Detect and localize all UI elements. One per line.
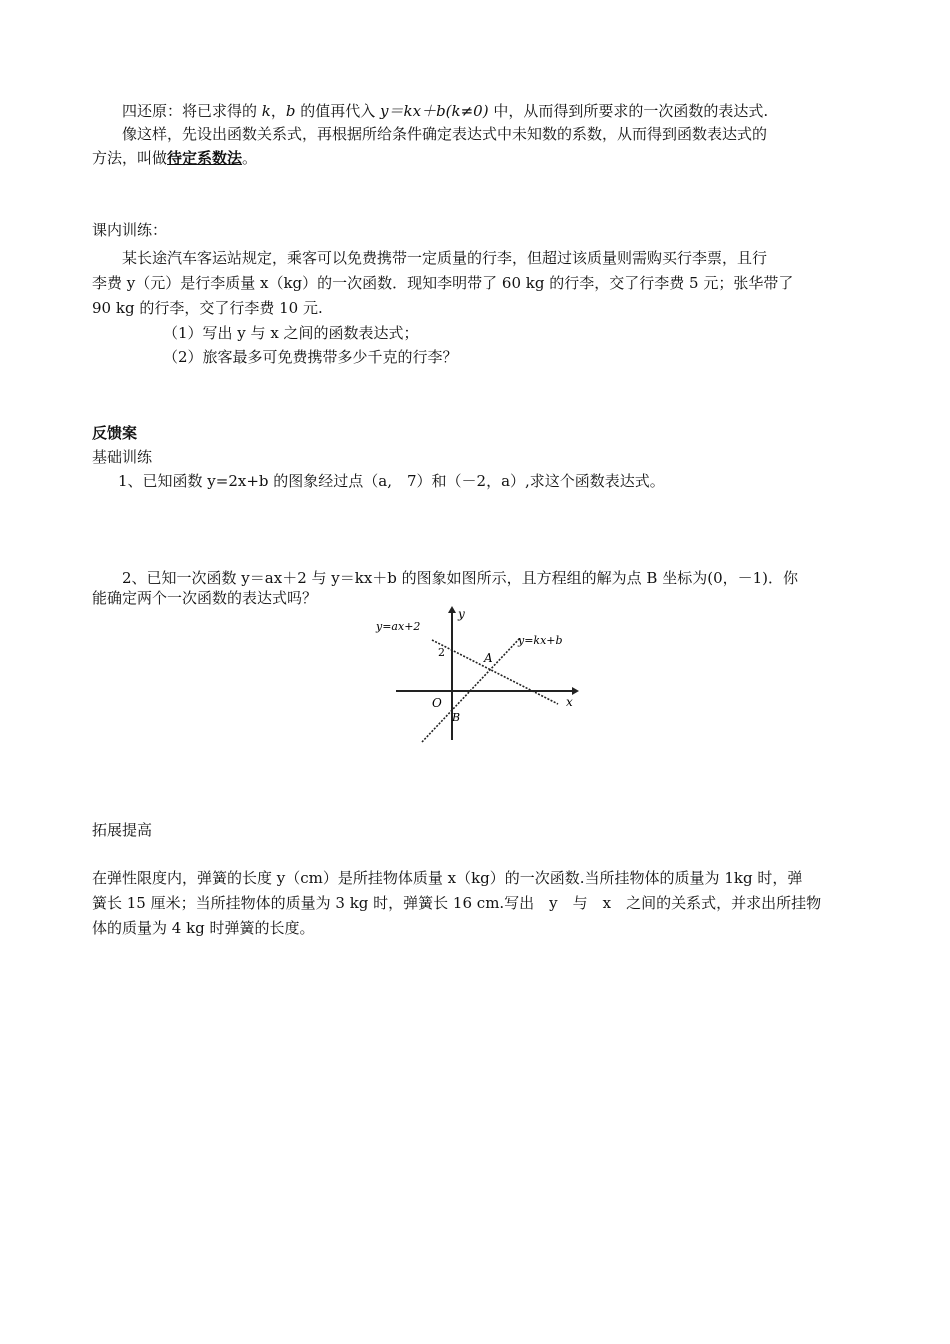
step4-text-4: 中，从而得到所要求的一次函数的表达式. [488, 102, 769, 120]
training-heading: 课内训练： [92, 221, 168, 239]
label-origin: O [432, 696, 442, 710]
extension-line-3: 体的质量为 4 kg 时弹簧的长度。 [92, 919, 315, 937]
label-x: x [566, 695, 573, 709]
definition-text-post: 。 [242, 149, 258, 167]
training-line-3: 90 kg 的行李，交了行李费 10 元. [92, 299, 323, 317]
label-two: 2 [438, 646, 445, 659]
line-ax-plus-2 [432, 640, 558, 704]
y-axis-arrow-icon [448, 606, 456, 613]
step4-formula: y＝kx＋b(k≠0) [380, 102, 489, 120]
step4-k: k [261, 102, 271, 120]
definition-text-pre: 方法，叫做 [92, 149, 168, 167]
definition-line-2 [92, 148, 257, 168]
training-line-2: 李费 y（元）是行李质量 x（kg）的一次函数．现知李明带了 60 kg 的行李，交了行李费 5 元；张华带了 [92, 274, 794, 292]
extension-line-2: 簧长 15 厘米；当所挂物体的质量为 3 kg 时，弹簧长 16 cm.写出 y 与 x 之间的关系式，并求出所挂物 [92, 894, 822, 912]
label-kx-plus-b: y=kx+b [518, 634, 563, 647]
exercise-1: 1、已知函数 y=2x+b 的图象经过点（a, 7）和（－2，a）,求这个函数表达式。 [118, 472, 665, 490]
step4-text-1: 四还原：将已求得的 [122, 102, 262, 120]
extension-heading: 拓展提高 [92, 821, 153, 839]
feedback-heading: 反馈案 [92, 424, 138, 442]
x-axis-arrow-icon [572, 687, 579, 695]
label-point-b: B [452, 711, 461, 724]
extension-line-1: 在弹性限度内，弹簧的长度 y（cm）是所挂物体质量 x（kg）的一次函数.当所挂物体的质量为 1kg 时，弹 [92, 869, 803, 887]
feedback-basic-heading: 基础训练 [92, 448, 153, 466]
training-line-1: 某长途汽车客运站规定，乘客可以免费携带一定质量的行李，但超过该质量则需购买行李票，且行 [122, 249, 768, 267]
linear-functions-graph [372, 604, 582, 744]
label-point-a: A [484, 651, 493, 665]
definition-line-1: 像这样，先设出函数关系式，再根据所给条件确定表达式中未知数的系数，从而得到函数表达式的 [122, 125, 768, 143]
step4-line [122, 101, 768, 121]
training-question-1: （1）写出 y 与 x 之间的函数表达式； [163, 324, 419, 342]
step4-b: b [285, 102, 296, 120]
step4-text-3: 的值再代入 [295, 102, 381, 120]
step4-text-2: ， [270, 102, 286, 120]
exercise-2-line-2: 能确定两个一次函数的表达式吗？ [92, 589, 318, 607]
definition-term: 待定系数法 [167, 149, 243, 167]
exercise-2-line-1: 2、已知一次函数 y＝ax＋2 与 y＝kx＋b 的图象如图所示，且方程组的解为点 B 坐标为(0，－1)．你 [122, 569, 799, 587]
label-ax-plus-2: y=ax+2 [376, 620, 421, 633]
training-question-2: （2）旅客最多可免费携带多少千克的行李？ [163, 348, 458, 366]
label-y: y [458, 607, 465, 621]
